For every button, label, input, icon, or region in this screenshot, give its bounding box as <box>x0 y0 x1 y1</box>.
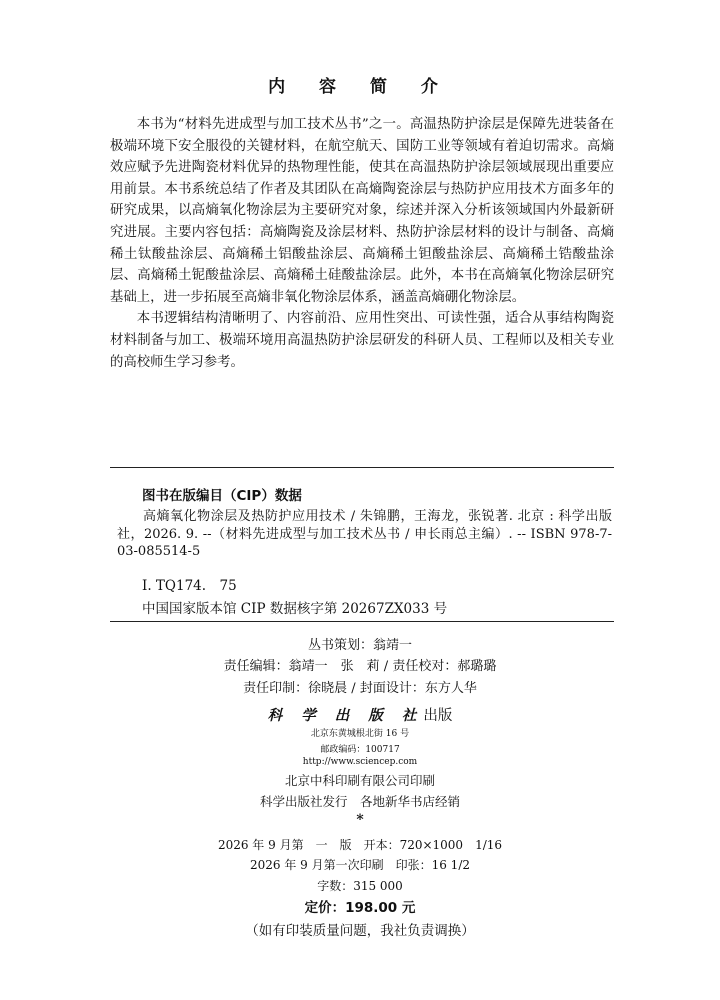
cip-verification-number: 中国国家版本馆 CIP 数据核字第 20267ZX033 号 <box>142 601 448 617</box>
publisher-website: http://www.sciencep.com <box>302 757 418 767</box>
word-count: 字数：315 000 <box>317 879 403 893</box>
printing-info: 2026 年 9 月第一次印刷 印张：16 1/2 <box>249 858 470 872</box>
intro-paragraph-1: 本书为“材料先进成型与加工技术丛书”之一。高温热防护涂层是保障先进装备在极端环境下安全服役的关键材料，在航空航天、国防工业等领域有着迫切需求。高熵效应赋予先进陶瓷材料优异的热物理性能，使其在高温热防护涂层领域展现出重要应用前景。本书系统总结了作者及其团队在高熵陶瓷涂层与热防护应用技术方面多年的研究成果，以高熵氧化物涂层为主要研究对象，综述并深入分析该领域国内外最新研究进展。主要内容包括：高熵陶瓷及涂层材料、热防护涂层材料的设计与制备、高熵稀土钛酸盐涂层、高熵稀土铝酸盐涂层、高熵稀土钽酸盐涂层、高熵稀土锆酸盐涂层、高熵稀土铌酸盐涂层、高熵稀土硅酸盐涂层。此外，本书在高熵氧化物涂层研究基础上，进一步拓展至高熵非氧化物涂层体系，涵盖高熵硼化物涂层。 <box>110 117 614 305</box>
page-title: 内 容 简 介 <box>268 77 452 97</box>
responsible-editors: 责任编辑：翁靖一 张 莉 / 责任校对：郝璐璐 <box>223 659 497 674</box>
edition-info: 2026 年 9 月第 一 版 开本：720×1000 1/16 <box>217 838 503 852</box>
quality-notice: （如有印装质量问题，我社负责调换） <box>245 923 475 939</box>
cip-record-text: 高熵氧化物涂层及热防护应用技术 / 朱锦鹏，王海龙，张锐著. 北京 : 科学出版社，2026. 9. --（材料先进成型与加工技术丛书 / 申长雨总主编）. -- ISBN 978-7-03-085514-5 <box>117 509 612 559</box>
cip-heading: 图书在版编目（CIP）数据 <box>142 488 302 504</box>
printer: 北京中科印刷有限公司印刷 <box>284 773 435 788</box>
cip-top-rule <box>110 467 614 468</box>
series-planner: 丛书策划：翁靖一 <box>307 638 412 653</box>
separator-star: * <box>356 812 364 828</box>
publisher-address: 北京东黄城根北街 16 号 <box>310 729 410 739</box>
price: 定价：198.00 元 <box>304 900 416 916</box>
publisher-suffix: 出版 <box>423 708 453 724</box>
cip-classification: Ⅰ. TQ174. 75 <box>142 578 237 594</box>
postal-code: 邮政编码：100717 <box>320 745 400 755</box>
intro-paragraph-2: 本书逻辑结构清晰明了、内容前沿、应用性突出、可读性强，适合从事结构陶瓷材料制备与加工、极端环境用高温热防护涂层研发的科研人员、工程师以及相关专业的高校师生学习参考。 <box>110 311 614 370</box>
cip-record <box>117 508 612 561</box>
cip-bottom-rule <box>110 621 614 622</box>
print-and-cover-design: 责任印制：徐晓晨 / 封面设计：东方人华 <box>243 681 477 696</box>
publisher-line <box>0 704 720 725</box>
publisher-logo: 科 学 出 版 社 <box>267 707 424 724</box>
distribution: 科学出版社发行 各地新华书店经销 <box>259 794 460 809</box>
book-introduction <box>110 114 614 373</box>
